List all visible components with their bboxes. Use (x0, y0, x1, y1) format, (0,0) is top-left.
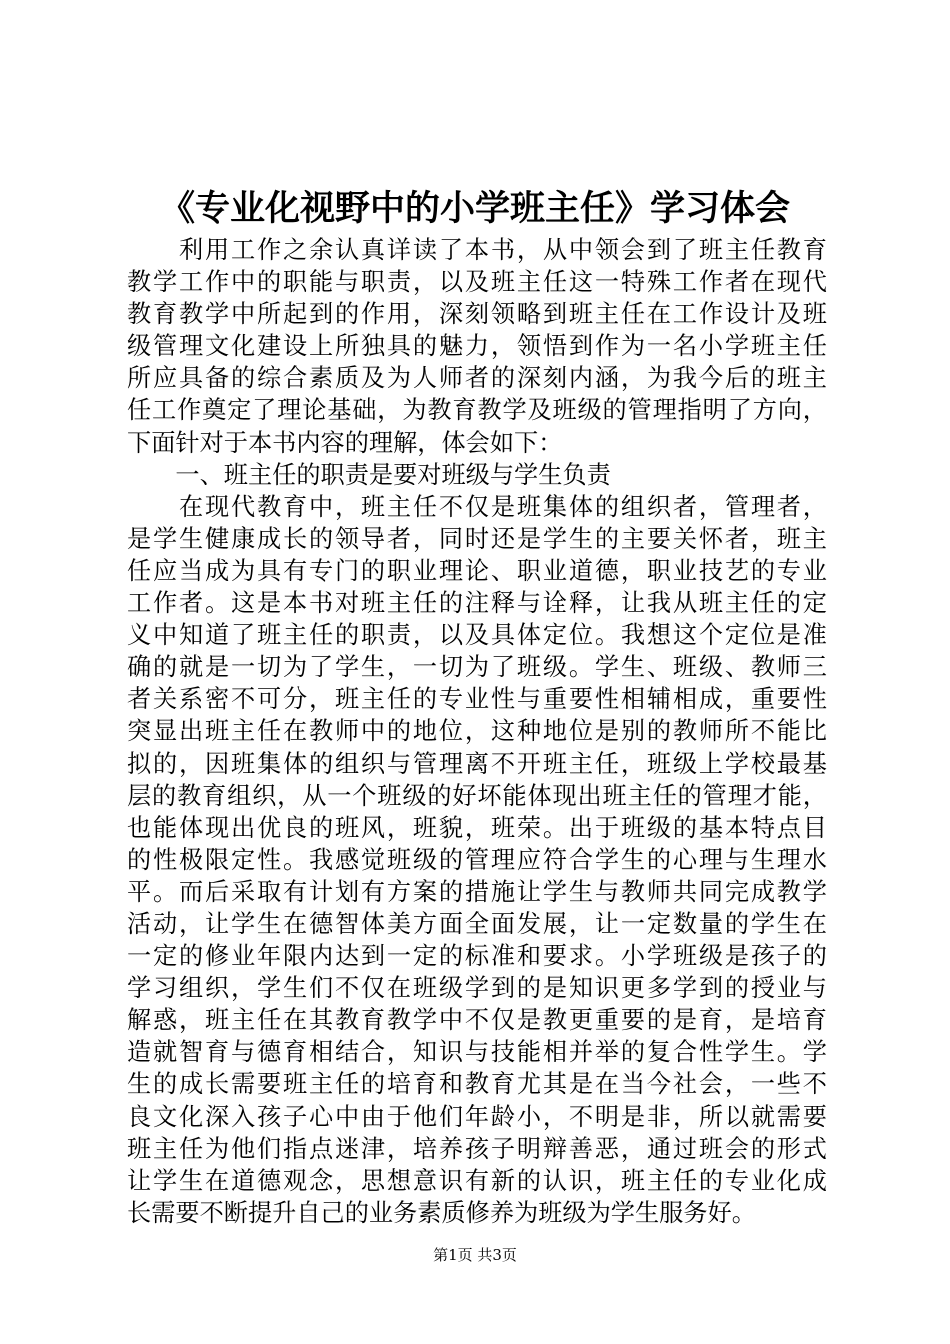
body-line: 让学生在道德观念，思想意识有新的认识，班主任的专业化成 (127, 1166, 827, 1195)
body-line: 义中知道了班主任的职责，以及具体定位。我想这个定位是准 (127, 621, 827, 650)
body-line: 长需要不断提升自己的业务素质修养为班级为学生服务好。 (127, 1198, 756, 1227)
body-line: 生的成长需要班主任的培育和教育尤其是在当今社会，一些不 (127, 1070, 827, 1099)
body-line: 是学生健康成长的领导者，同时还是学生的主要关怀者，班主 (127, 524, 827, 553)
body-line: 活动，让学生在德智体美方面全面发展，让一定数量的学生在 (127, 909, 827, 938)
page-number-footer: 第1页 共3页 (433, 1246, 517, 1264)
body-line: 者关系密不可分，班主任的专业性与重要性相辅相成，重要性 (127, 685, 827, 714)
document-body (127, 234, 827, 1229)
section-heading: 一、班主任的职责是要对班级与学生负责 (127, 460, 611, 489)
body-line: 教学工作中的职能与职责，以及班主任这一特殊工作者在现代 (127, 268, 827, 297)
body-line: 学习组织，学生们不仅在班级学到的是知识更多学到的授业与 (127, 974, 827, 1003)
body-line: 在现代教育中，班主任不仅是班集体的组织者，管理者， (127, 492, 827, 521)
body-line: 层的教育组织，从一个班级的好坏能体现出班主任的管理才能， (127, 781, 827, 810)
body-line: 平。而后采取有计划有方案的措施让学生与教师共同完成教学 (127, 877, 827, 906)
body-line: 下面针对于本书内容的理解，体会如下： (127, 428, 563, 457)
body-line: 工作者。这是本书对班主任的注释与诠释，让我从班主任的定 (127, 589, 827, 618)
body-line: 级管理文化建设上所独具的魅力，领悟到作为一名小学班主任 (127, 332, 827, 361)
body-line: 利用工作之余认真详读了本书，从中领会到了班主任教育 (127, 236, 827, 264)
body-line: 教育教学中所起到的作用，深刻领略到班主任在工作设计及班 (127, 300, 827, 329)
body-line: 也能体现出优良的班风，班貌，班荣。出于班级的基本特点目 (127, 813, 827, 842)
body-line: 班主任为他们指点迷津，培养孩子明辩善恶，通过班会的形式 (127, 1134, 827, 1163)
body-line: 确的就是一切为了学生，一切为了班级。学生、班级、教师三 (127, 653, 827, 682)
body-line: 拟的，因班集体的组织与管理离不开班主任，班级上学校最基 (127, 749, 827, 778)
body-line: 突显出班主任在教师中的地位，这种地位是别的教师所不能比 (127, 717, 827, 746)
body-line: 解惑，班主任在其教育教学中不仅是教更重要的是育，是培育 (127, 1006, 827, 1035)
body-line: 任应当成为具有专门的职业理论、职业道德，职业技艺的专业 (127, 556, 827, 585)
document-title: 《专业化视野中的小学班主任》学习体会 (159, 188, 790, 229)
body-line: 良文化深入孩子心中由于他们年龄小，不明是非，所以就需要 (127, 1102, 827, 1131)
body-line: 任工作奠定了理论基础，为教育教学及班级的管理指明了方向， (127, 396, 827, 425)
body-line: 所应具备的综合素质及为人师者的深刻内涵，为我今后的班主 (127, 364, 827, 393)
body-line: 造就智育与德育相结合，知识与技能相并举的复合性学生。学 (127, 1038, 827, 1067)
body-line: 一定的修业年限内达到一定的标准和要求。小学班级是孩子的 (127, 942, 827, 971)
body-line: 的性极限定性。我感觉班级的管理应符合学生的心理与生理水 (127, 845, 827, 874)
